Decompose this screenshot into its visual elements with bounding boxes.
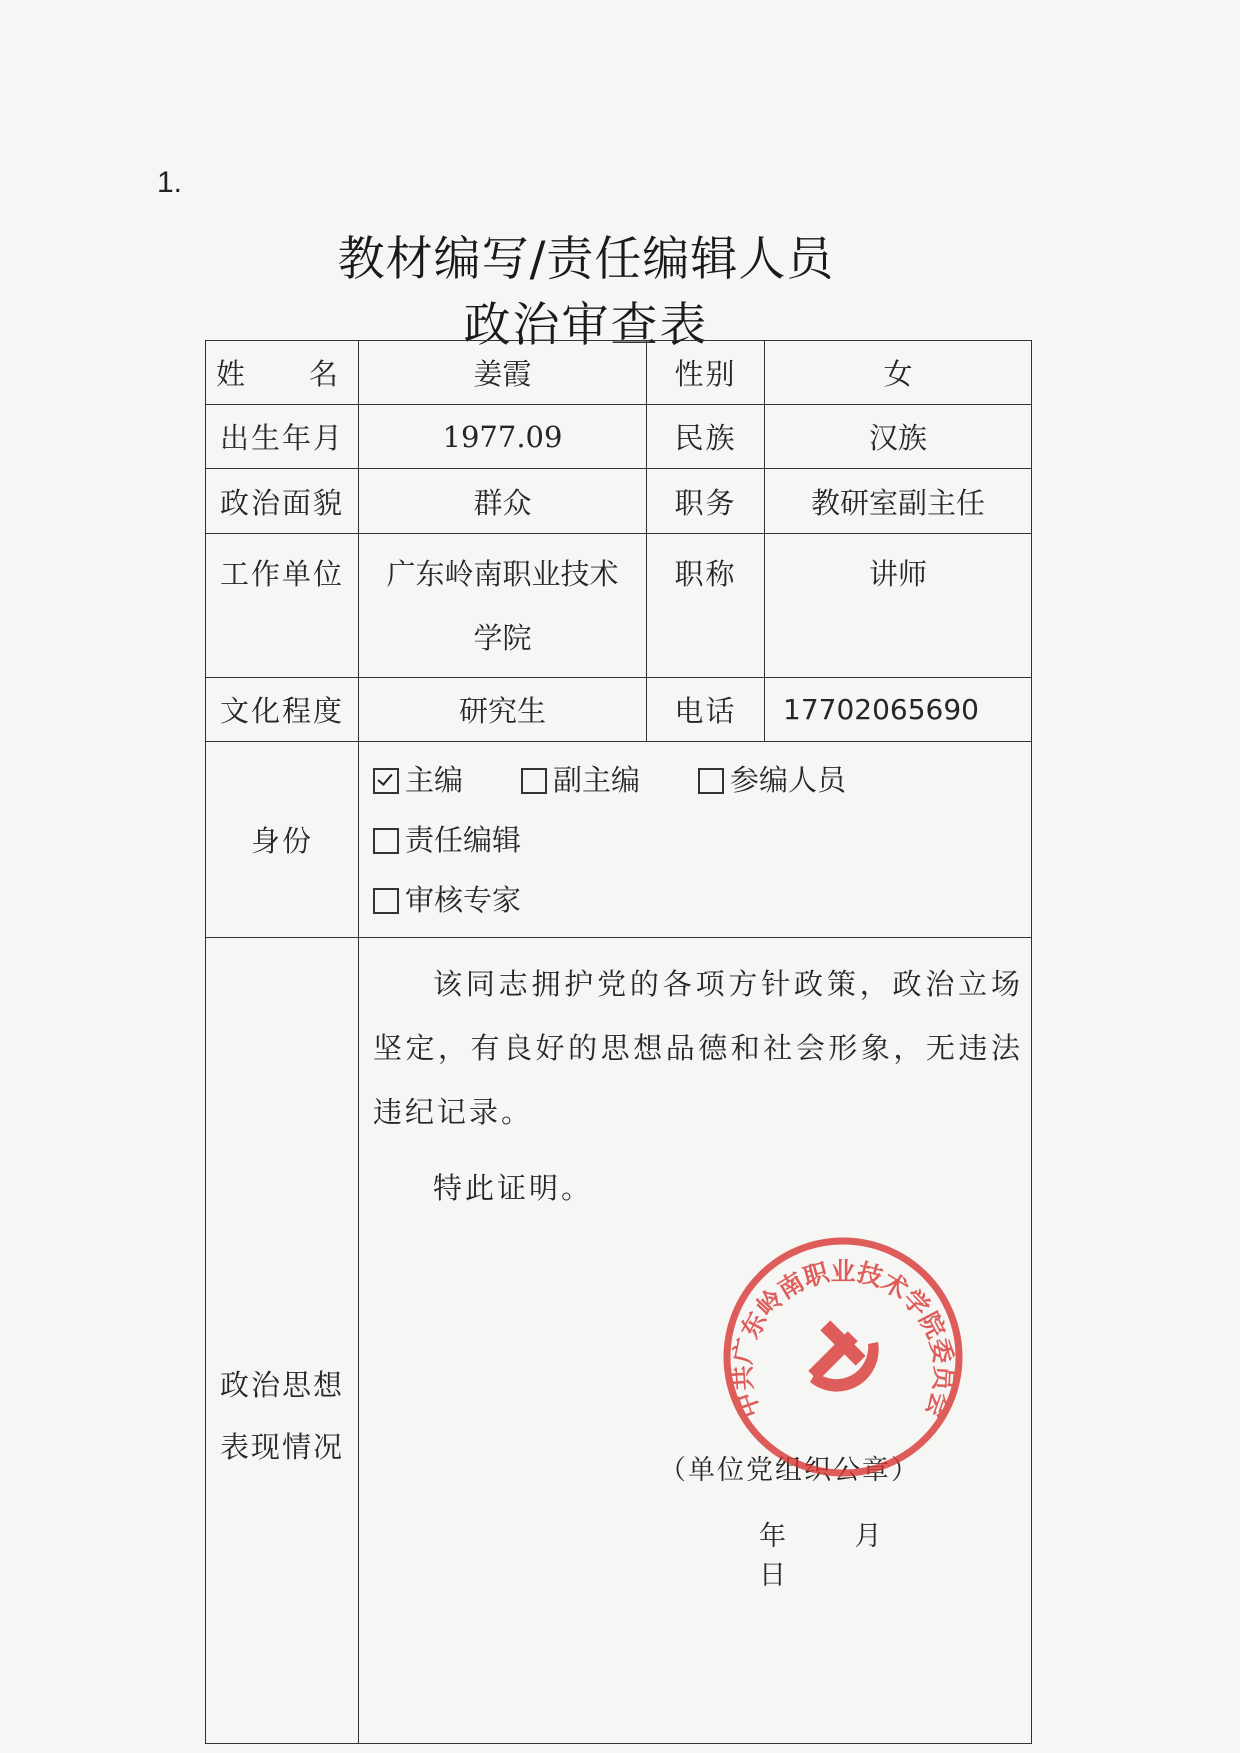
row-identity: [206, 742, 1032, 938]
name-value: 姜霞: [359, 341, 647, 405]
checkbox-icon[interactable]: [373, 828, 399, 854]
identity-option-label: 副主编: [553, 763, 641, 797]
title-label: 职称: [647, 534, 765, 678]
row-birth: [206, 405, 1032, 469]
identity-option-chief-editor[interactable]: [373, 750, 463, 810]
position-value: 教研室副主任: [765, 469, 1032, 534]
identity-option-deputy-editor[interactable]: [521, 750, 640, 810]
review-form-table: [205, 340, 1032, 1744]
checkbox-icon[interactable]: [521, 768, 547, 794]
work-unit-value: [359, 534, 647, 678]
name-label-b: 名: [308, 357, 340, 391]
page-number: 1.: [157, 166, 183, 199]
identity-option-label: 责任编辑: [405, 823, 522, 857]
birth-value: 1977.09: [359, 405, 647, 469]
education-label: 文化程度: [206, 678, 359, 742]
education-value: 研究生: [359, 678, 647, 742]
political-label: 政治面貌: [206, 469, 359, 534]
opinion-label: [206, 938, 359, 1744]
row-name: [206, 341, 1032, 405]
checkbox-icon[interactable]: [698, 768, 724, 794]
gender-value: 女: [765, 341, 1032, 405]
date-month: 月: [854, 1521, 882, 1552]
name-label-a: 姓: [216, 357, 248, 391]
work-unit-line1: 广东岭南职业技术: [386, 556, 619, 591]
phone-value: 17702065690: [765, 678, 1032, 742]
opinion-label-line2: 表现情况: [219, 1429, 344, 1464]
certification-text: 特此证明。: [433, 1171, 594, 1205]
political-value: 群众: [359, 469, 647, 534]
identity-option-review-expert[interactable]: [373, 870, 521, 930]
identity-option-contributor[interactable]: [698, 750, 846, 810]
birth-label: 出生年月: [206, 405, 359, 469]
name-label-cell: [206, 341, 359, 405]
identity-option-label: 参编人员: [730, 763, 847, 797]
checkbox-checked-icon[interactable]: [373, 768, 399, 794]
identity-option-label: 主编: [405, 763, 464, 797]
title-value: 讲师: [765, 534, 1032, 678]
seal-text: 中共广东岭南职业技术学院委员会: [727, 1256, 959, 1422]
gender-label: 性别: [647, 341, 765, 405]
row-political: [206, 469, 1032, 534]
row-work-unit: [206, 534, 1032, 678]
ethnicity-value: 汉族: [765, 405, 1032, 469]
hammer-sickle-icon: [808, 1320, 878, 1391]
work-unit-line2: 学院: [473, 620, 532, 655]
work-unit-label: 工作单位: [206, 534, 359, 678]
seal-note: （单位党组织公章）: [659, 1455, 920, 1486]
identity-label: 身份: [206, 742, 359, 938]
identity-options: [359, 742, 1032, 938]
party-seal-icon: [718, 1232, 968, 1482]
date-year: 年: [759, 1521, 786, 1552]
ethnicity-label: 民族: [647, 405, 765, 469]
identity-option-responsible-editor[interactable]: [373, 810, 521, 870]
identity-option-label: 审核专家: [405, 883, 522, 917]
opinion-text: 该同志拥护党的各项方针政策，政治立场坚定，有良好的思想品德和社会形象，无违法违纪记录。: [373, 967, 1023, 1129]
opinion-label-line1: 政治思想: [219, 1367, 344, 1402]
date-line: [759, 1514, 1031, 1592]
form-title-line1: 教材编写/责任编辑人员: [337, 232, 835, 287]
position-label: 职务: [647, 469, 765, 534]
phone-label: 电话: [647, 678, 765, 742]
date-day: 日: [759, 1560, 786, 1591]
form-title-line2: 政治审查表: [463, 298, 709, 353]
row-education: [206, 678, 1032, 742]
checkbox-icon[interactable]: [373, 888, 399, 914]
